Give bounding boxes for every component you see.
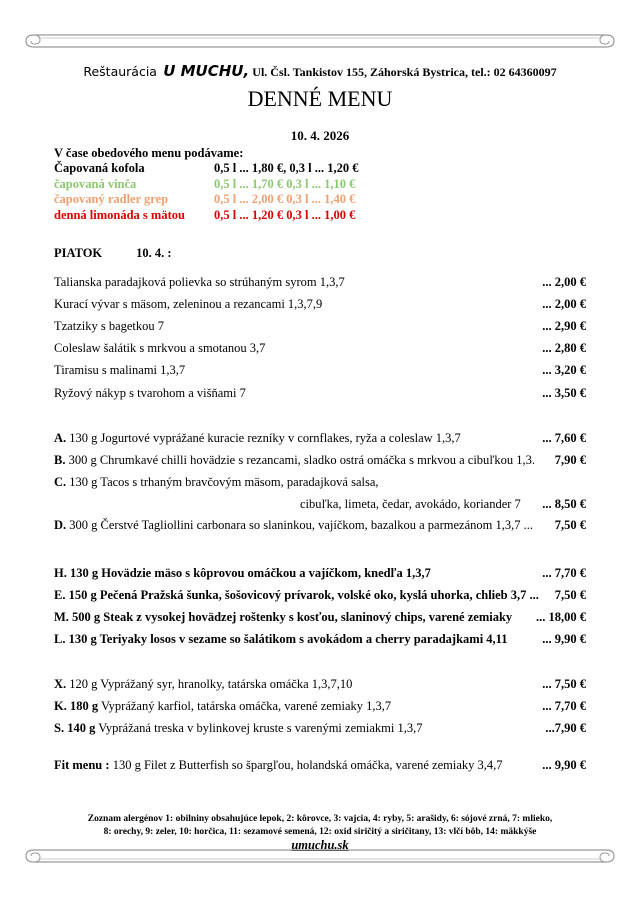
- menu-item-text: [54, 721, 422, 736]
- menu-item-price: ... 18,00 €: [536, 610, 586, 624]
- drink-name: čapovaná vinča: [54, 176, 137, 191]
- menu-item-description: M. 500 g Steak z vysokej hovädzej roštenky s kosťou, slaninový chips, varené zemiaky: [54, 610, 513, 624]
- day-heading: [54, 246, 172, 261]
- menu-item-price: ... 2,00 €: [542, 275, 586, 289]
- drink-row: [54, 161, 359, 177]
- scroll-border-top: [22, 30, 618, 52]
- menu-item-price: ... 2,00 €: [542, 297, 586, 311]
- menu-item-description: 130 g Tacos s trhaným bravčovým mäsom, paradajková salsa,: [66, 475, 379, 489]
- menu-item-text: [54, 518, 533, 533]
- scroll-border-bottom: [22, 845, 618, 867]
- drink-price: 0,5 l ... 1,20 € 0,3 l ... 1,00 €: [214, 207, 356, 222]
- website-link[interactable]: umuchu.sk: [291, 838, 349, 852]
- menu-item-code: C.: [54, 475, 67, 489]
- menu-item-price: 7,50 €: [554, 518, 586, 532]
- menu-item-price: ... 3,20 €: [542, 363, 586, 377]
- menu-item-code: B.: [54, 453, 66, 467]
- main-c-continuation: cibuľka, limeta, čedar, avokádo, koriander 7: [300, 497, 521, 511]
- drink-price: 0,5 l ... 1,80 €, 0,3 l ... 1,20 €: [214, 161, 359, 175]
- drink-name: Čapovaná kofola: [54, 161, 145, 175]
- drink-row: [54, 192, 356, 208]
- menu-item-description: Talianska paradajková polievka so strúhaným syrom 1,3,7: [54, 275, 345, 289]
- menu-item-text: [54, 363, 185, 378]
- menu-item-description: 300 g Čerstvé Tagliollini carbonara so slaninkou, vajíčkom, bazalkou a parmezánom 1,3,7 ...: [66, 518, 533, 532]
- menu-item-description: 130 g Filet z Butterfish so špargľou, holandská omáčka, varené zemiaky 3,4,7: [109, 758, 503, 772]
- menu-item-text: [54, 610, 512, 625]
- menu-item-description: Kurací vývar s mäsom, zeleninou a rezancami 1,3,7,9: [54, 297, 323, 311]
- menu-item-price: ... 8,50 €: [542, 497, 586, 511]
- menu-item-code: S. 140 g: [54, 721, 96, 735]
- menu-item-price: 7,90 €: [554, 453, 586, 467]
- menu-item-price: ... 7,70 €: [542, 566, 586, 580]
- menu-item-text: [54, 588, 539, 603]
- drink-name: denná limonáda s mätou: [54, 207, 185, 222]
- day-date: 10. 4. :: [136, 246, 172, 260]
- menu-item-price: 7,50 €: [554, 588, 586, 602]
- menu-item-text: [54, 632, 508, 647]
- menu-item-description: Vyprážaný karfiol, tatárska omáčka, varené zemiaky 1,3,7: [98, 699, 392, 713]
- menu-item-code: K. 180 g: [54, 699, 99, 713]
- menu-item-code: A.: [54, 431, 67, 445]
- menu-item-text: [54, 699, 391, 714]
- menu-item-code: Fit menu :: [54, 758, 110, 772]
- drink-row: [54, 207, 356, 224]
- menu-item-text: [54, 319, 164, 334]
- menu-item-text: [54, 453, 535, 468]
- drink-row: [54, 176, 356, 193]
- restaurant-name: U MUCHU,: [163, 62, 250, 80]
- menu-item-description: H. 130 g Hovädzie mäso s kôprovou omáčkou a vajíčkom, knedľa 1,3,7: [54, 566, 431, 580]
- menu-item-description: E. 150 g Pečená Pražská šunka, šošovicový prívarok, volské oko, kyslá uhorka, chlieb 3,7 ...: [54, 588, 539, 602]
- menu-item-text: [54, 431, 461, 446]
- menu-item-description: 300 g Chrumkavé chilli hovädzie s rezancami, sladko ostrá omáčka s mrkvou a cibuľkou 1,3.: [65, 453, 536, 467]
- drinks-section: [54, 146, 359, 223]
- drink-price: 0,5 l ... 2,00 € 0,3 l ... 1,40 €: [214, 192, 356, 206]
- drink-name: čapovaný radler grep: [54, 192, 169, 206]
- menu-item-description: 130 g Jogurtové vyprážané kuracie rezníky v cornflakes, ryža a coleslaw 1,3,7: [66, 431, 461, 445]
- menu-item-price: ... 7,60 €: [542, 431, 586, 445]
- menu-item-text: [54, 677, 352, 692]
- allergen-list: [0, 813, 640, 839]
- restaurant-address: Ul. Čsl. Tankistov 155, Záhorská Bystrica, tel.: 02 64360097: [252, 65, 557, 79]
- drinks-intro: V čase obedového menu podávame:: [54, 146, 244, 160]
- menu-item-text: [54, 566, 431, 581]
- day-name: PIATOK: [54, 246, 103, 260]
- menu-item-text: [54, 341, 265, 356]
- menu-item-price: ... 7,70 €: [542, 699, 586, 713]
- menu-item-description: Tzatziky s bagetkou 7: [54, 319, 165, 333]
- menu-item-price: ...7,90 €: [545, 721, 586, 735]
- menu-item-description: 120 g Vyprážaný syr, hranolky, tatárska omáčka 1,3,7,10: [66, 677, 353, 691]
- menu-item-description: Vyprážaná treska v bylinkovej kruste s varenými zemiakmi 1,3,7: [95, 721, 423, 735]
- restaurant-header: [0, 62, 640, 80]
- menu-item-price: ... 3,50 €: [542, 386, 586, 400]
- menu-item-code: X.: [54, 677, 67, 691]
- menu-item-text: [54, 758, 503, 773]
- page-title: DENNÉ MENU: [247, 86, 393, 111]
- menu-item-price: ... 7,50 €: [542, 677, 586, 691]
- menu-item-text: [54, 386, 246, 401]
- menu-item-description: L. 130 g Teriyaky losos v sezame so šalátikom s avokádom a cherry paradajkami 4,11: [54, 632, 508, 646]
- menu-item-text: [54, 275, 345, 290]
- menu-date: 10. 4. 2026: [290, 128, 350, 143]
- menu-item-code: D.: [54, 518, 67, 532]
- menu-item-price: ... 9,90 €: [542, 758, 586, 772]
- menu-item-text: [54, 475, 379, 490]
- menu-item-price: ... 2,80 €: [542, 341, 586, 355]
- allergen-line-1: Zoznam alergénov 1: obilniny obsahujúce lepok, 2: kôrovce, 3: vajcia, 4: ryby, 5: arašidy, 6: sójové zrná, 7: mlieko,: [87, 814, 553, 824]
- menu-item-text: [54, 297, 322, 312]
- drink-price: 0,5 l ... 1,70 € 0,3 l ... 1,10 €: [214, 176, 356, 191]
- menu-item-price: ... 9,90 €: [542, 632, 586, 646]
- restaurant-prefix: Reštaurácia: [83, 64, 157, 79]
- allergen-line-2: 8: orechy, 9: zeler, 10: horčica, 11: sezamové semená, 12: oxid siričitý a siričitany, 13: vlčí bôb, 14: mäkkýše: [103, 827, 537, 837]
- menu-item-price: ... 2,90 €: [542, 319, 586, 333]
- menu-item-description: Tiramisu s malinami 1,3,7: [54, 363, 186, 377]
- menu-item-description: Coleslaw šalátik s mrkvou a smotanou 3,7: [54, 341, 266, 355]
- menu-item-description: Ryžový nákyp s tvarohom a višňami 7: [54, 386, 246, 400]
